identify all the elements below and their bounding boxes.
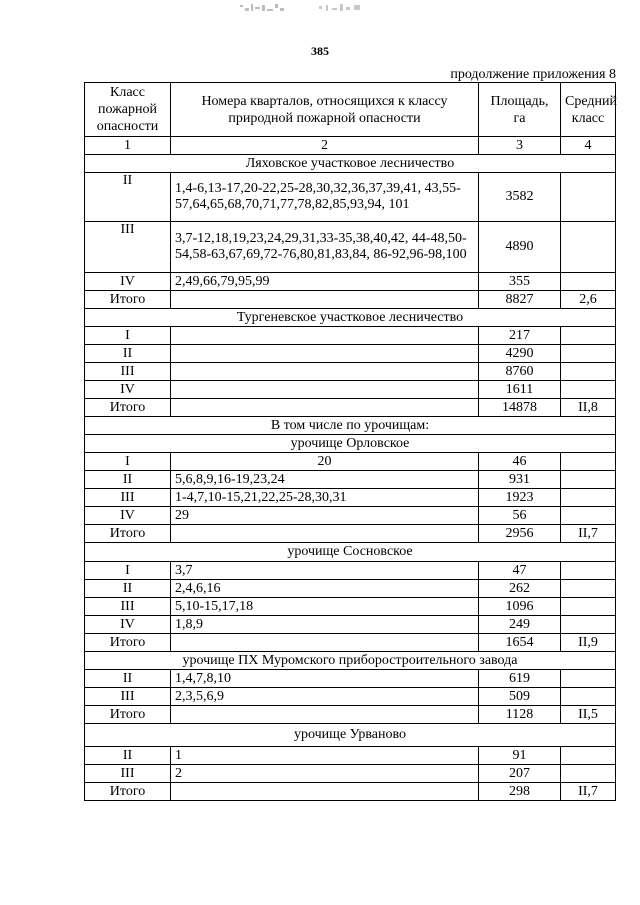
total-row [85,399,616,417]
cell-kvartaly: 1,4-6,13-17,20-22,25-28,30,32,36,37,39,41, 43,55-57,64,65,68,70,71,77,78,82,85,93,94, 101 [171,173,479,222]
cell-kvartaly: 1,8,9 [171,616,479,634]
cell-sredniy [561,507,616,525]
section-title: урочище Орловское [85,435,616,453]
continuation-caption: продолжение приложения 8 [450,67,616,82]
table-row [85,453,616,471]
table-row [85,507,616,525]
cell-ploshad: 4290 [479,345,561,363]
cell-kvartaly: 20 [171,453,479,471]
cell-klass: IV [85,381,171,399]
cell-ploshad: 249 [479,616,561,634]
section-title-row [85,155,616,173]
cell-ploshad: 207 [479,765,561,783]
cell-ploshad: 3582 [479,173,561,222]
header-ploshad: Площадь, га [479,83,561,137]
cell-ploshad: 509 [479,688,561,706]
cell-klass: III [85,489,171,507]
table-row [85,173,616,222]
section-title: урочище Сосновское [85,543,616,562]
cell-kvartaly: 1,4,7,8,10 [171,670,479,688]
cell-kvartaly [171,399,479,417]
cell-sredniy [561,562,616,580]
cell-ploshad: 8760 [479,363,561,381]
page-number: 385 [311,44,329,58]
cell-ploshad: 56 [479,507,561,525]
section-title-row [85,417,616,435]
cell-klass: I [85,327,171,345]
column-number-row [85,137,616,155]
total-row [85,634,616,652]
section-title-row [85,435,616,453]
cell-kvartaly: 1 [171,747,479,765]
table-row [85,580,616,598]
cell-klass: II [85,345,171,363]
table-row [85,327,616,345]
cell-sredniy [561,471,616,489]
cell-klass: IV [85,616,171,634]
cell-klass: I [85,562,171,580]
cell-sredniy [561,598,616,616]
column-number: 2 [171,137,479,155]
section-title-row [85,543,616,562]
table-row [85,363,616,381]
cell-klass: II [85,173,171,222]
table-header-row [85,83,616,137]
header-kvartaly: Номера кварталов, относящихся к классу природной пожарной опасности [171,83,479,137]
cell-sredniy: II,7 [561,525,616,543]
cell-ploshad: 47 [479,562,561,580]
cell-ploshad: 46 [479,453,561,471]
cell-kvartaly: 1-4,7,10-15,21,22,25-28,30,31 [171,489,479,507]
table-row [85,222,616,273]
cell-sredniy [561,747,616,765]
cell-sredniy [561,381,616,399]
section-title-row [85,652,616,670]
section-title: Ляховское участковое лесничество [85,155,616,173]
cell-kvartaly [171,525,479,543]
cell-ploshad: 619 [479,670,561,688]
cell-ploshad: 1654 [479,634,561,652]
cell-sredniy [561,273,616,291]
cell-sredniy [561,173,616,222]
section-title: Тургеневское участковое лесничество [85,309,616,327]
column-number: 1 [85,137,171,155]
column-number: 4 [561,137,616,155]
cell-ploshad: 931 [479,471,561,489]
scan-stamp-right [318,2,364,16]
cell-klass: IV [85,273,171,291]
cell-klass: Итого [85,634,171,652]
cell-kvartaly [171,291,479,309]
cell-kvartaly [171,783,479,801]
cell-klass: Итого [85,291,171,309]
cell-klass: II [85,471,171,489]
header-klass: Класс пожарной опасности [85,83,171,137]
cell-ploshad: 8827 [479,291,561,309]
header-sredniy: Средний класс [561,83,616,137]
total-row [85,783,616,801]
table-row [85,345,616,363]
cell-kvartaly: 3,7 [171,562,479,580]
cell-ploshad: 91 [479,747,561,765]
cell-klass: II [85,580,171,598]
cell-sredniy [561,363,616,381]
cell-kvartaly [171,634,479,652]
table-row [85,598,616,616]
column-number: 3 [479,137,561,155]
cell-ploshad: 1611 [479,381,561,399]
total-row [85,706,616,724]
cell-klass: III [85,363,171,381]
cell-sredniy [561,688,616,706]
cell-kvartaly: 2,4,6,16 [171,580,479,598]
table-row [85,489,616,507]
table-row [85,688,616,706]
subsection-caption: В том числе по урочищам: [85,417,616,435]
cell-sredniy: II,5 [561,706,616,724]
cell-klass: Итого [85,525,171,543]
section-title-row [85,724,616,747]
table-row [85,670,616,688]
cell-sredniy [561,453,616,471]
table-row [85,747,616,765]
cell-ploshad: 262 [479,580,561,598]
table-row [85,765,616,783]
cell-klass: I [85,453,171,471]
cell-sredniy: II,8 [561,399,616,417]
cell-klass: III [85,765,171,783]
cell-klass: III [85,222,171,273]
total-row [85,525,616,543]
cell-ploshad: 2956 [479,525,561,543]
cell-kvartaly: 2 [171,765,479,783]
fire-danger-table [84,82,616,801]
cell-kvartaly [171,363,479,381]
cell-kvartaly [171,706,479,724]
cell-kvartaly: 2,3,5,6,9 [171,688,479,706]
cell-klass: III [85,688,171,706]
cell-ploshad: 1096 [479,598,561,616]
cell-kvartaly: 5,6,8,9,16-19,23,24 [171,471,479,489]
table-row [85,616,616,634]
total-row [85,291,616,309]
cell-ploshad: 217 [479,327,561,345]
cell-klass: III [85,598,171,616]
table-row [85,381,616,399]
cell-klass: II [85,670,171,688]
cell-klass: II [85,747,171,765]
cell-kvartaly [171,381,479,399]
cell-sredniy [561,580,616,598]
cell-kvartaly [171,327,479,345]
cell-sredniy [561,616,616,634]
table-row [85,562,616,580]
cell-sredniy: 2,6 [561,291,616,309]
cell-sredniy: II,7 [561,783,616,801]
cell-kvartaly: 3,7-12,18,19,23,24,29,31,33-35,38,40,42, 44-48,50-54,58-63,67,69,72-76,80,81,83,84, 86-92,96-98,100 [171,222,479,273]
cell-sredniy [561,345,616,363]
cell-kvartaly: 2,49,66,79,95,99 [171,273,479,291]
cell-sredniy [561,489,616,507]
cell-kvartaly: 5,10-15,17,18 [171,598,479,616]
section-title: урочище Урваново [85,724,616,747]
cell-sredniy [561,327,616,345]
cell-klass: Итого [85,399,171,417]
table-row [85,471,616,489]
cell-sredniy [561,765,616,783]
cell-klass: IV [85,507,171,525]
section-title-row [85,309,616,327]
cell-ploshad: 1128 [479,706,561,724]
section-title: урочище ПХ Муромского приборостроительного завода [85,652,616,670]
cell-sredniy [561,222,616,273]
cell-klass: Итого [85,706,171,724]
scan-stamp-left [238,2,286,16]
cell-ploshad: 14878 [479,399,561,417]
cell-ploshad: 298 [479,783,561,801]
cell-ploshad: 355 [479,273,561,291]
cell-sredniy [561,670,616,688]
table-row [85,273,616,291]
cell-kvartaly: 29 [171,507,479,525]
cell-kvartaly [171,345,479,363]
cell-sredniy: II,9 [561,634,616,652]
cell-ploshad: 1923 [479,489,561,507]
cell-ploshad: 4890 [479,222,561,273]
cell-klass: Итого [85,783,171,801]
